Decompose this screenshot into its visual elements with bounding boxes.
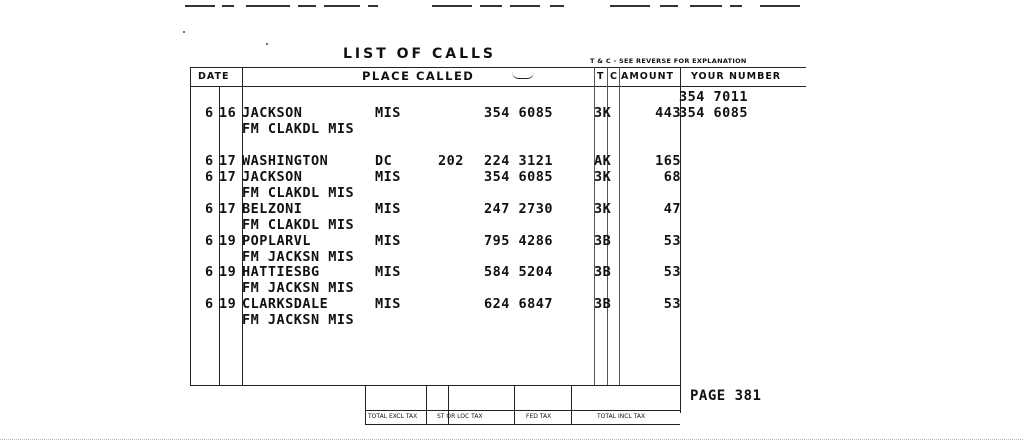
call-tc: 3B xyxy=(594,233,612,249)
column-header-c: C xyxy=(610,71,618,82)
speck xyxy=(183,31,185,33)
header-top-rule xyxy=(190,67,806,68)
your-number-line-1: 354 7011 xyxy=(679,89,749,105)
call-number: 354 6085 xyxy=(484,105,554,121)
call-amount: 53 xyxy=(663,233,681,249)
call-number: 224 3121 xyxy=(484,153,554,169)
totals-divider-1 xyxy=(426,386,427,424)
column-header-place: PLACE CALLED xyxy=(362,69,475,83)
call-from: FM CLAKDL MIS xyxy=(242,185,355,201)
total-incl-tax-label: TOTAL INCL TAX xyxy=(597,413,646,420)
totals-bottom-rule xyxy=(365,424,680,425)
call-tc: 3K xyxy=(594,169,612,185)
total-excl-tax-label: TOTAL EXCL TAX xyxy=(368,413,418,420)
column-header-t: T xyxy=(597,71,605,82)
call-tc: 3B xyxy=(594,296,612,312)
call-month: 6 xyxy=(205,105,214,121)
call-amount: 53 xyxy=(663,296,681,312)
form-title: LIST OF CALLS xyxy=(343,46,497,62)
page-number: PAGE 381 xyxy=(690,388,762,404)
call-area-code: 202 xyxy=(438,153,464,169)
bottom-perforation xyxy=(0,439,1023,440)
tear-mark xyxy=(512,72,534,79)
table-bottom-rule xyxy=(190,385,680,386)
call-from: FM JACKSN MIS xyxy=(242,249,355,265)
explanation-note: T & C - SEE REVERSE FOR EXPLANATION xyxy=(590,57,747,65)
call-day: 16 xyxy=(219,105,237,121)
call-place: POPLARVL xyxy=(242,233,312,249)
call-tc: 3K xyxy=(594,105,612,121)
call-month: 6 xyxy=(205,296,214,312)
call-month: 6 xyxy=(205,264,214,280)
column-header-date: DATE xyxy=(198,71,230,82)
call-month: 6 xyxy=(205,233,214,249)
call-month: 6 xyxy=(205,153,214,169)
call-state: MIS xyxy=(375,105,401,121)
call-amount: 47 xyxy=(663,201,681,217)
call-place: HATTIESBG xyxy=(242,264,320,280)
call-tc: 3B xyxy=(594,264,612,280)
totals-left-border xyxy=(365,386,366,424)
totals-divider-4 xyxy=(571,386,572,424)
call-day: 19 xyxy=(219,296,237,312)
call-place: WASHINGTON xyxy=(242,153,329,169)
st-loc-tax-label: ST OR LOC TAX xyxy=(437,413,483,420)
call-state: MIS xyxy=(375,201,401,217)
your-number-line-2: 354 6085 xyxy=(679,105,749,121)
call-day: 17 xyxy=(219,169,237,185)
call-place: BELZONI xyxy=(242,201,303,217)
totals-label-rule xyxy=(365,410,680,411)
call-number: 354 6085 xyxy=(484,169,554,185)
call-day: 19 xyxy=(219,264,237,280)
c-amount-divider xyxy=(619,67,620,385)
call-state: MIS xyxy=(375,233,401,249)
table-left-border xyxy=(190,67,191,385)
call-number: 247 2730 xyxy=(484,201,554,217)
call-amount: 443 xyxy=(655,105,681,121)
call-state: MIS xyxy=(375,264,401,280)
call-month: 6 xyxy=(205,201,214,217)
call-month: 6 xyxy=(205,169,214,185)
speck xyxy=(266,43,268,45)
call-amount: 165 xyxy=(655,153,681,169)
column-header-your-number: YOUR NUMBER xyxy=(691,71,782,82)
column-header-amount: AMOUNT xyxy=(621,71,675,82)
call-tc: AK xyxy=(594,153,612,169)
call-state: MIS xyxy=(375,296,401,312)
call-from: FM CLAKDL MIS xyxy=(242,217,355,233)
call-state: DC xyxy=(375,153,393,169)
call-amount: 53 xyxy=(663,264,681,280)
call-day: 19 xyxy=(219,233,237,249)
call-number: 624 6847 xyxy=(484,296,554,312)
call-place: CLARKSDALE xyxy=(242,296,329,312)
header-bottom-rule xyxy=(190,86,806,87)
call-day: 17 xyxy=(219,153,237,169)
call-number: 795 4286 xyxy=(484,233,554,249)
call-place: JACKSON xyxy=(242,169,303,185)
call-amount: 68 xyxy=(663,169,681,185)
call-state: MIS xyxy=(375,169,401,185)
call-from: FM CLAKDL MIS xyxy=(242,121,355,137)
totals-divider-3 xyxy=(514,386,515,424)
call-tc: 3K xyxy=(594,201,612,217)
call-place: JACKSON xyxy=(242,105,303,121)
call-from: FM JACKSN MIS xyxy=(242,312,355,328)
call-day: 17 xyxy=(219,201,237,217)
fed-tax-label: FED TAX xyxy=(526,413,552,420)
call-from: FM JACKSN MIS xyxy=(242,280,355,296)
call-number: 584 5204 xyxy=(484,264,554,280)
